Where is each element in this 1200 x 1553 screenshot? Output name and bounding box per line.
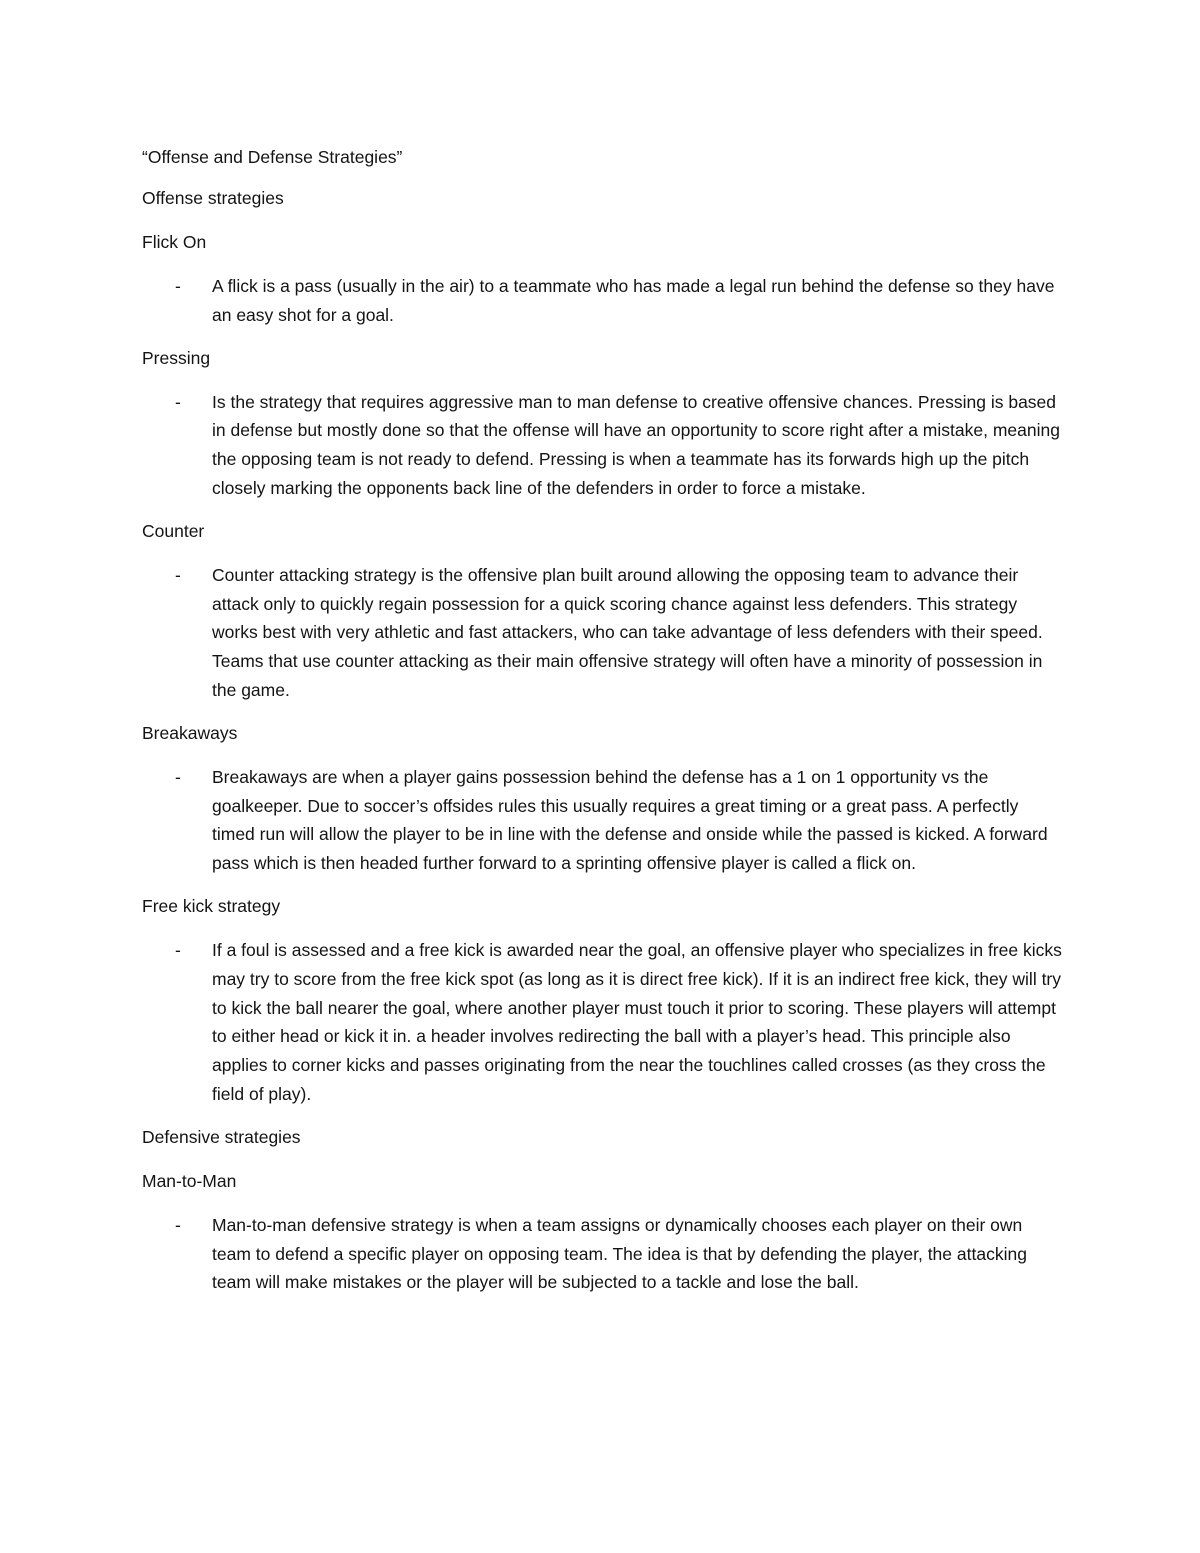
paragraph-text: Man-to-man defensive strategy is when a team assigns or dynamically chooses each player on their own team to defend a specific player on opposing team. The idea is that by defending the player, the attacking team will make mistakes or the player will be subjected to a tackle and lose the ball. — [212, 1214, 1027, 1293]
document-page — [142, 143, 1062, 1311]
offense-strategies-heading: Offense strategies — [142, 188, 284, 208]
section-heading-breakaways: Breakaways — [142, 722, 238, 743]
list-item — [142, 763, 1062, 878]
bullet-dash: - — [175, 766, 181, 787]
bullet-dash: - — [175, 564, 181, 585]
bullet-dash: - — [175, 391, 181, 412]
list-item — [142, 561, 1062, 705]
section-heading-free-kick-strategy: Free kick strategy — [142, 895, 281, 916]
bullet-dash: - — [175, 276, 181, 296]
list-item — [142, 388, 1062, 503]
list-item — [142, 1211, 1062, 1297]
section-heading-counter: Counter — [142, 520, 205, 541]
paragraph-text: Is the strategy that requires aggressive man to man defense to creative offensive chances. Pressing is based in defense but mostly done so that the offense will have an opportunity to score right after a mistake, meaning the opposing team is not ready to defend. Pressing is when a teammate has its forwards high up the pitch closely marking the opponents back line of the defenders in order to force a mistake. — [212, 391, 1060, 498]
bullet-dash: - — [175, 939, 181, 960]
paragraph-text: Counter attacking strategy is the offensive plan built around allowing the opposing team to advance their attack only to quickly regain possession for a quick scoring chance against less defenders. This strategy works best with very athletic and fast attackers, who can take advantage of less defenders with their speed. Teams that use counter attacking as their main offensive strategy will often have a minority of possession in the game. — [212, 564, 1043, 700]
section-heading-flick-on: Flick On — [142, 232, 207, 252]
paragraph-text: If a foul is assessed and a free kick is awarded near the goal, an offensive player who specializes in free kicks may try to score from the free kick spot (as long as it is direct free kick). If it is an indirect free kick, they will try to kick the ball nearer the goal, where another player must touch it prior to scoring. These players will attempt to either head or kick it in. a header involves redirecting the ball with a player’s head. This principle also applies to corner kicks and passes originating from the near the touchlines called crosses (as they cross the field of play). — [212, 939, 1062, 1104]
defensive-strategies-heading: Defensive strategies — [142, 1126, 301, 1147]
section-heading-pressing: Pressing — [142, 347, 211, 368]
section-heading-man-to-man: Man-to-Man — [142, 1170, 237, 1191]
list-item — [142, 272, 1062, 330]
list-item — [142, 936, 1062, 1109]
paragraph-text: Breakaways are when a player gains possession behind the defense has a 1 on 1 opportunity vs the goalkeeper. Due to soccer’s offsides rules this usually requires a great timing or a great pass. A perfectly timed run will allow the player to be in line with the defense and onside while the passed is kicked. A forward pass which is then headed further forward to a sprinting offensive player is called a flick on. — [212, 766, 1048, 874]
document-title: “Offense and Defense Strategies” — [142, 147, 403, 167]
bullet-dash: - — [175, 1214, 181, 1235]
paragraph-text: A flick is a pass (usually in the air) to a teammate who has made a legal run behind the defense so they have an easy shot for a goal. — [212, 276, 1055, 325]
